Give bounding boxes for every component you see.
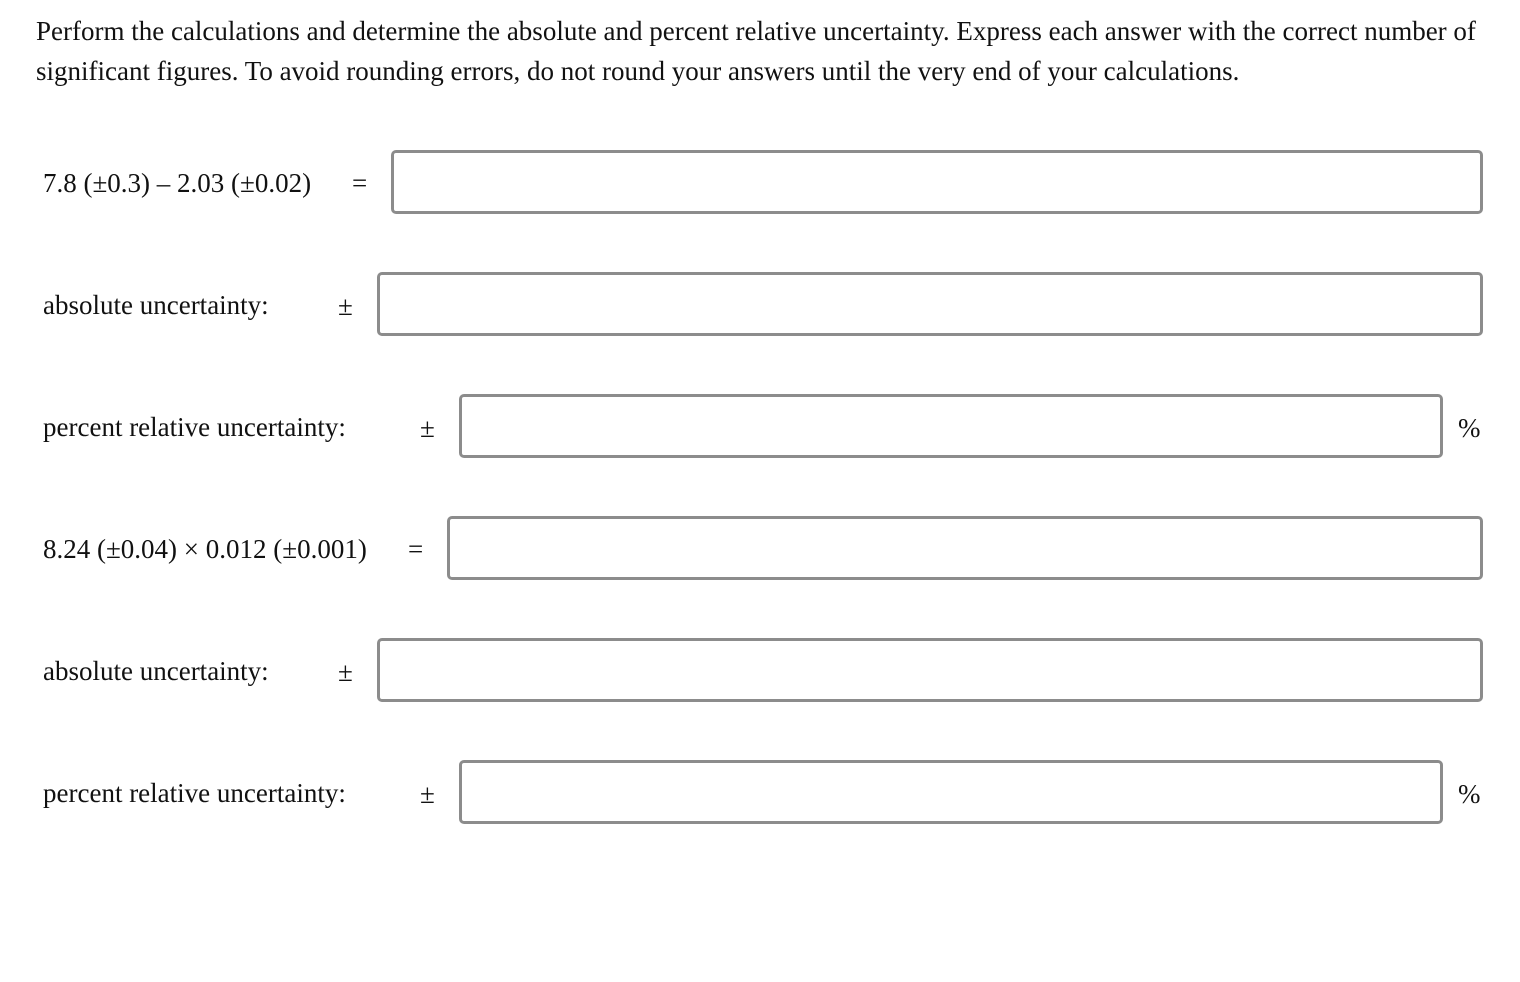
instructions-text: Perform the calculations and determine the absolute and percent relative uncertainty. Express each answer with the correct number of significant figures. To avoid rounding errors, do not round your answers until the very end of your calculations.: [36, 16, 1476, 86]
problem2-percent-unit: %: [1458, 779, 1481, 809]
problem2-absolute-label: absolute uncertainty:: [43, 656, 269, 686]
problem1-expression: 7.8 (±0.3) – 2.03 (±0.02): [43, 168, 312, 198]
problem2-absolute-uncertainty-input[interactable]: [377, 638, 1483, 702]
problem1-absolute-plus-minus: ±: [338, 291, 353, 321]
problem1-absolute-label: absolute uncertainty:: [43, 290, 269, 320]
problem2-absolute-plus-minus: ±: [338, 657, 353, 687]
problem2-percent-uncertainty-input[interactable]: [459, 760, 1443, 824]
problem2-answer-input[interactable]: [447, 516, 1483, 580]
problem2-percent-label: percent relative uncertainty:: [43, 778, 346, 808]
problem1-absolute-uncertainty-input[interactable]: [377, 272, 1483, 336]
problem1-equals-sign: =: [352, 168, 368, 198]
problem1-percent-label: percent relative uncertainty:: [43, 412, 346, 442]
problem1-percent-unit: %: [1458, 413, 1481, 443]
problem1-answer-input[interactable]: [391, 150, 1483, 214]
problem1-percent-uncertainty-input[interactable]: [459, 394, 1443, 458]
problem2-equals-sign: =: [408, 534, 424, 564]
problem2-expression: 8.24 (±0.04) × 0.012 (±0.001): [43, 534, 367, 564]
problem2-percent-plus-minus: ±: [420, 779, 435, 809]
problem1-percent-plus-minus: ±: [420, 413, 435, 443]
